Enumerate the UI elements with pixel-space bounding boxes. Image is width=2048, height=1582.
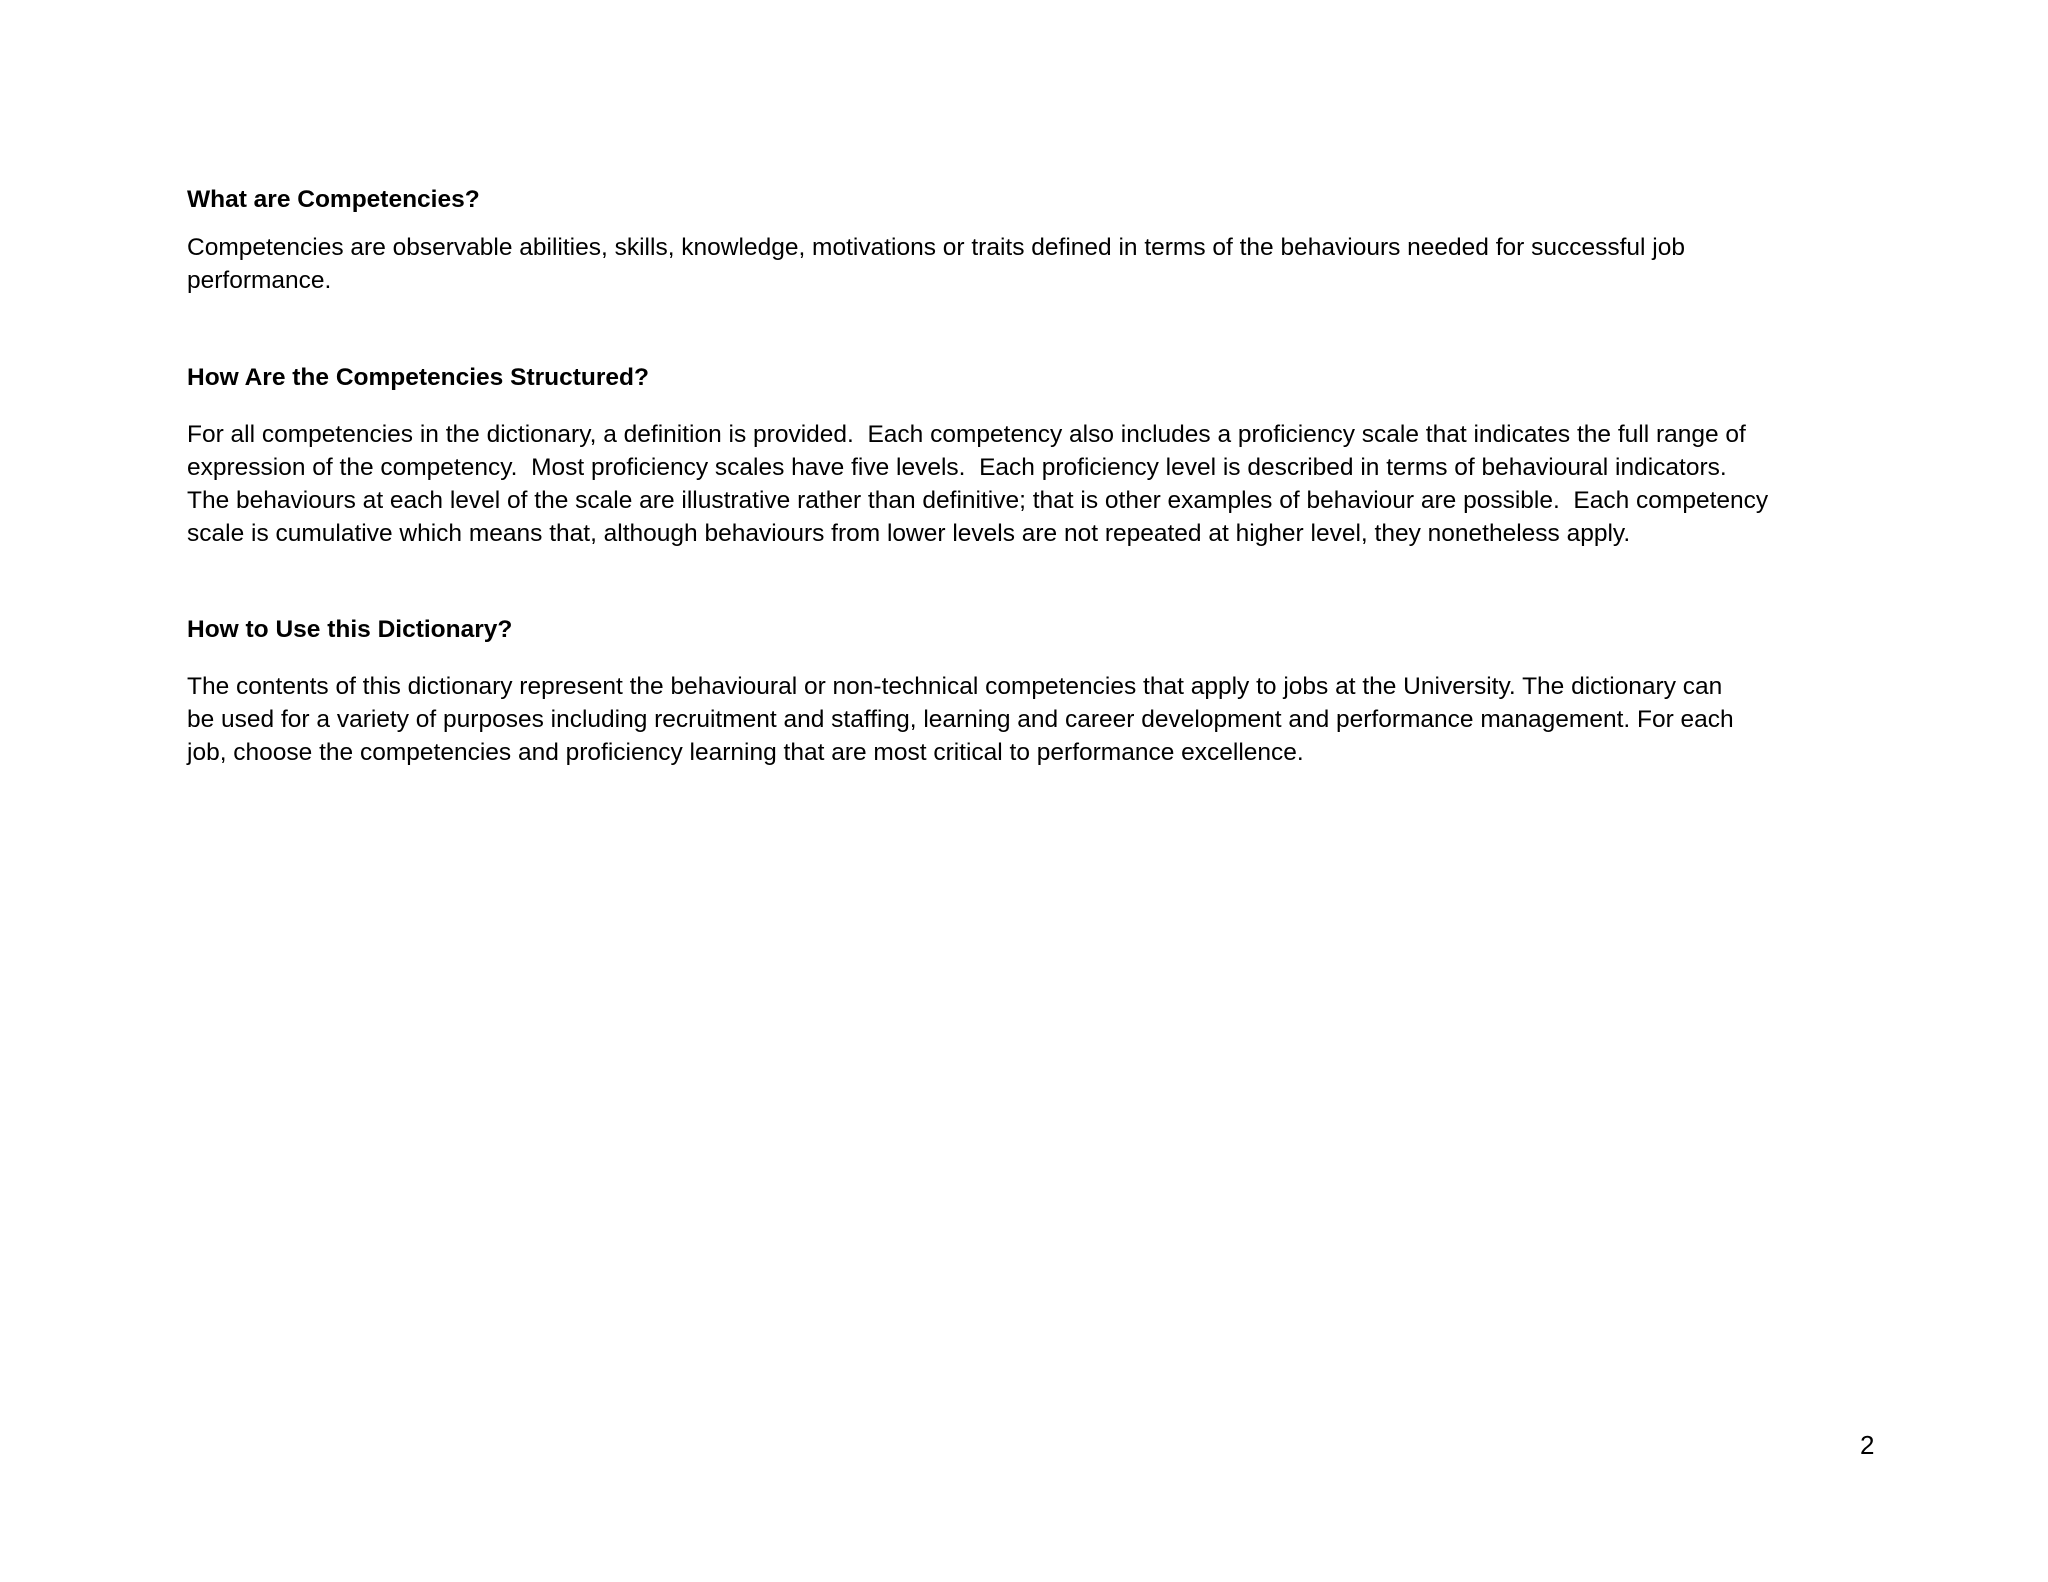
paragraph-line: The behaviours at each level of the scale are illustrative rather than definitive; that is other examples of behaviour are possible. Each competency [187,487,1769,514]
section-heading-what-are-competencies: What are Competencies? [187,186,480,213]
paragraph-line: job, choose the competencies and proficiency learning that are most critical to performance excellence. [187,739,1304,766]
paragraph-line: Competencies are observable abilities, skills, knowledge, motivations or traits defined in terms of the behaviours needed for successful job [187,234,1685,261]
paragraph-line: be used for a variety of purposes including recruitment and staffing, learning and career development and performance management. For each [187,706,1734,733]
paragraph-line: scale is cumulative which means that, although behaviours from lower levels are not repeated at higher level, they nonetheless apply. [187,520,1631,547]
section-heading-how-to-use: How to Use this Dictionary? [187,616,513,643]
section-heading-how-structured: How Are the Competencies Structured? [187,364,649,391]
paragraph-line: For all competencies in the dictionary, a definition is provided. Each competency also includes a proficiency scale that indicates the full range of [187,421,1746,448]
section-body-what-are-competencies [187,231,1685,297]
section-body-how-to-use [187,670,1734,769]
paragraph-line: The contents of this dictionary represent the behavioural or non-technical competencies that apply to jobs at the University. The dictionary can [187,673,1723,700]
paragraph-line: performance. [187,267,332,294]
paragraph-line: expression of the competency. Most proficiency scales have five levels. Each proficiency level is described in terms of behavioural indicators. [187,454,1727,481]
section-body-how-structured [187,418,1768,550]
page-number: 2 [1860,1430,1875,1460]
